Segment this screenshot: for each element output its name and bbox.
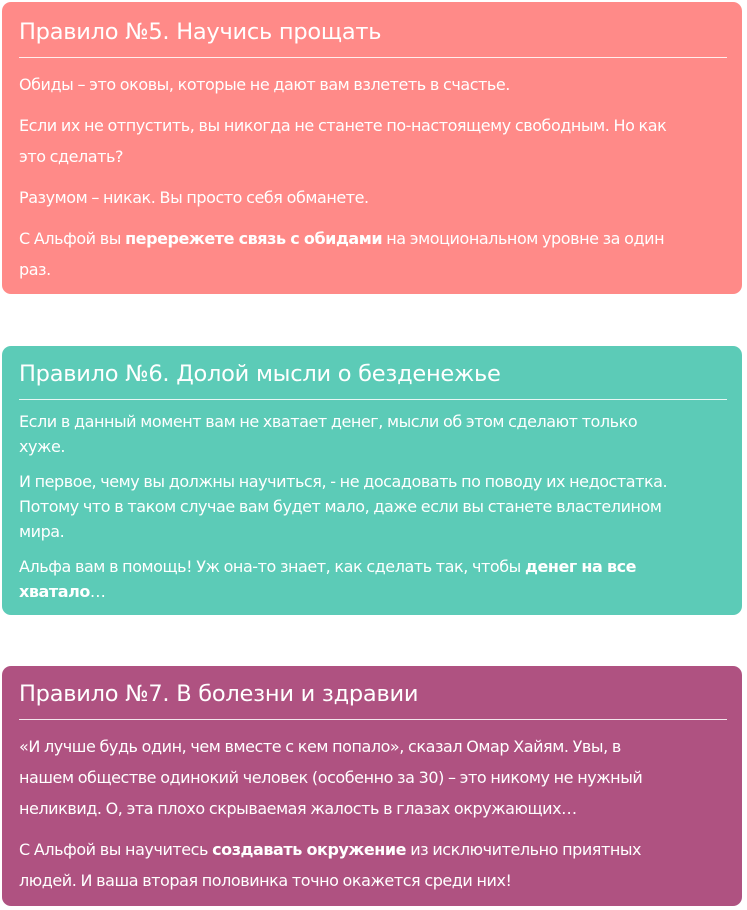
- rule-paragraph: [19, 223, 725, 285]
- rule-paragraph: [19, 554, 725, 604]
- text-segment: на эмоциональном уровне за один: [382, 229, 665, 248]
- text-line: «И лучше будь один, чем вместе с кем попало», сказал Омар Хайям. Увы, в: [19, 737, 621, 756]
- bold-emphasis: денег на все: [524, 557, 637, 576]
- text-line: Потому что в таком случае вам будет мало, даже если вы станете властелином: [19, 497, 662, 516]
- text-line: Обиды – это оковы, которые не дают вам взлететь в счастье.: [19, 75, 510, 94]
- text-line: Если в данный момент вам не хватает денег, мысли об этом сделают только: [19, 412, 638, 431]
- text-segment: …: [89, 582, 106, 601]
- text-line: Если их не отпустить, вы никогда не станете по-настоящему свободным. Но как: [19, 116, 667, 135]
- title-divider: [19, 399, 727, 400]
- rule-title: Правило №6. Долой мысли о безденежье: [19, 361, 501, 387]
- text-segment: Альфа вам в помощь! Уж она-то знает, как сделать так, чтобы: [19, 557, 525, 576]
- text-line: Разумом – никак. Вы просто себя обманете.: [19, 188, 369, 207]
- text-line: мира.: [19, 522, 65, 541]
- text-segment: С Альфой вы научитесь: [19, 840, 213, 859]
- rule-paragraph: [19, 409, 725, 459]
- text-line: людей. И ваша вторая половинка точно окажется среди них!: [19, 871, 512, 890]
- rule-card-5: [2, 2, 742, 294]
- rule-paragraph: [19, 834, 725, 896]
- rule-paragraph: [19, 182, 725, 213]
- bold-emphasis: создавать окружение: [212, 840, 407, 859]
- text-line: [19, 554, 725, 579]
- text-line: И первое, чему вы должны научиться, - не досадовать по поводу их недостатка.: [19, 472, 668, 491]
- rule-title: Правило №5. Научись прощать: [19, 19, 382, 45]
- text-segment: С Альфой вы: [19, 229, 126, 248]
- text-line: [19, 223, 725, 254]
- bold-emphasis: перережете связь с обидами: [125, 229, 383, 248]
- rule-card-6: [2, 346, 742, 615]
- title-divider: [19, 719, 727, 720]
- rule-paragraph: [19, 469, 725, 544]
- text-line: [19, 579, 725, 604]
- rule-paragraph: [19, 69, 725, 100]
- text-line: неликвид. О, эта плохо скрываемая жалость в глазах окружающих…: [19, 799, 577, 818]
- rule-card-7: [2, 666, 742, 906]
- title-divider: [19, 57, 727, 58]
- text-line: хуже.: [19, 437, 66, 456]
- bold-emphasis: хватало: [19, 582, 90, 601]
- text-segment: из исключительно приятных: [406, 840, 642, 859]
- text-line: нашем обществе одинокий человек (особенно за 30) – это никому не нужный: [19, 768, 643, 787]
- rule-title: Правило №7. В болезни и здравии: [19, 681, 419, 707]
- text-line: раз.: [19, 260, 51, 279]
- text-line: [19, 834, 725, 865]
- rule-paragraph: [19, 110, 725, 172]
- text-line: это сделать?: [19, 147, 124, 166]
- rule-paragraph: [19, 731, 725, 824]
